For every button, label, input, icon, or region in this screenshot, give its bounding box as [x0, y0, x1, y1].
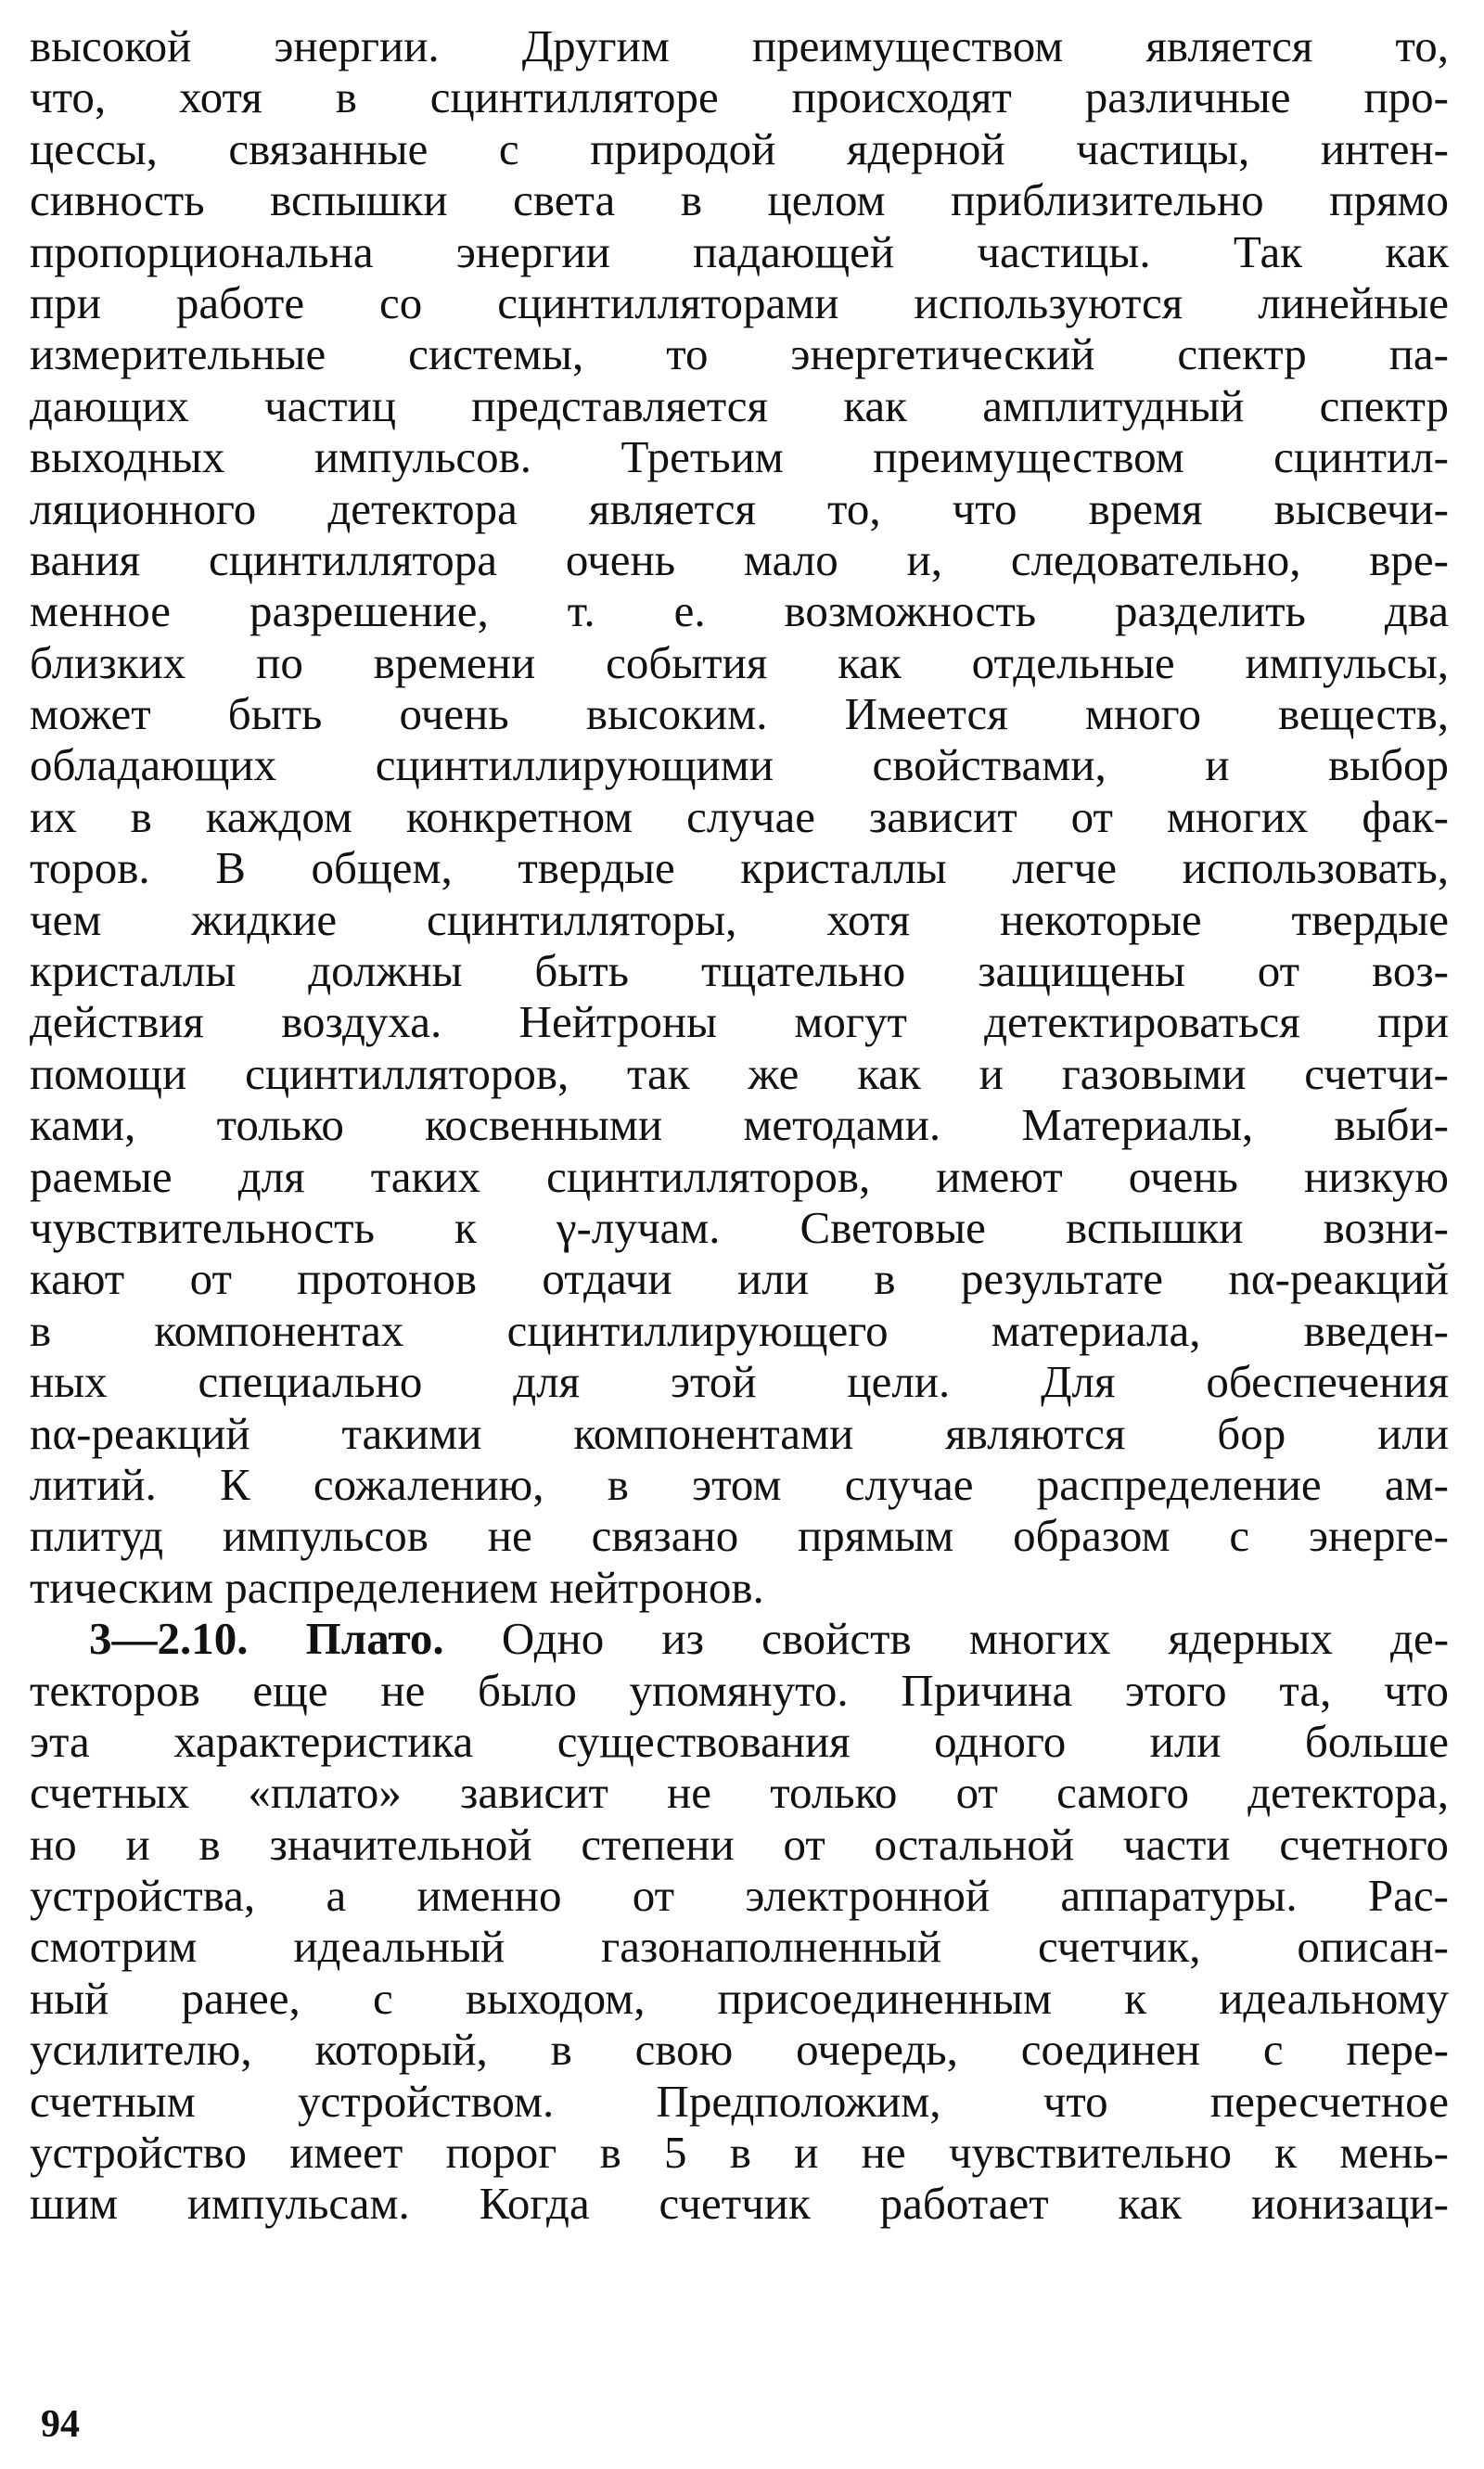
section-heading: 3—2.10. Плато. — [89, 1613, 444, 1665]
text-line: чем жидкие сцинтилляторы, хотя некоторые твердые — [30, 893, 1449, 945]
text-line: высокой энергии. Другим преимуществом является то, — [30, 20, 1449, 71]
text-line: кают от протонов отдачи или в результате nα-реакций — [30, 1253, 1449, 1305]
text-line: смотрим идеальный газонаполненный счетчик, описан- — [30, 1921, 1449, 1973]
text-line: действия воздуха. Нейтроны могут детектироваться при — [30, 996, 1449, 1048]
text-line: может быть очень высоким. Имеется много веществ, — [30, 688, 1449, 740]
text-line: тическим распределением нейтронов. — [30, 1561, 764, 1613]
text-line: шим импульсам. Когда счетчик работает как ионизаци- — [30, 2178, 1449, 2230]
text-line: эта характеристика существования одного или больше — [30, 1715, 1449, 1767]
text-line: устройства, а именно от электронной аппаратуры. Рас- — [30, 1870, 1449, 1922]
text-line: торов. В общем, твердые кристаллы легче использовать, — [30, 842, 1449, 894]
text-line: ками, только косвенными методами. Материалы, выби- — [30, 1099, 1449, 1151]
text-line: при работе со сцинтилляторами используются линейные — [30, 276, 1449, 328]
section-plateau — [30, 1613, 1449, 2230]
page-number: 94 — [41, 2403, 80, 2446]
text-line: близких по времени события как отдельные импульсы, — [30, 636, 1449, 688]
text-line: усилителю, который, в свою очередь, соединен с пере- — [30, 2024, 1449, 2076]
section-first-line — [30, 1613, 1449, 1664]
text-line: выходных импульсов. Третьим преимуществом сцинтил- — [30, 431, 1449, 483]
text-line: плитуд импульсов не связано прямым образом с энерге- — [30, 1510, 1449, 1562]
text-line: пропорциональна энергии падающей частицы. Так как — [30, 225, 1449, 277]
text-line: измерительные системы, то энергетический спектр па- — [30, 328, 1449, 380]
text-line: сивность вспышки света в целом приблизительно прямо — [30, 174, 1449, 226]
text-line: но и в значительной степени от остальной части счетного — [30, 1818, 1449, 1870]
text-line: в компонентах сцинтиллирующего материала, введен- — [30, 1304, 1449, 1356]
text-line: счетных «плато» зависит не только от самого детектора, — [30, 1767, 1449, 1819]
text-line: что, хотя в сцинтилляторе происходят различные про- — [30, 71, 1449, 123]
text-line: ных специально для этой цели. Для обеспечения — [30, 1356, 1449, 1408]
text-line: помощи сцинтилляторов, так же как и газовыми счетчи- — [30, 1047, 1449, 1099]
text-line: обладающих сцинтиллирующими свойствами, и выбор — [30, 739, 1449, 791]
text-line: дающих частиц представляется как амплитудный спектр — [30, 379, 1449, 431]
page-text — [30, 20, 1449, 2230]
text-line: кристаллы должны быть тщательно защищены от воз- — [30, 945, 1449, 997]
text-line: литий. К сожалению, в этом случае распределение ам- — [30, 1458, 1449, 1510]
text-line: вания сцинтиллятора очень мало и, следовательно, вре- — [30, 533, 1449, 585]
text-line: их в каждом конкретном случае зависит от многих фак- — [30, 790, 1449, 842]
text-line: текторов еще не было упомянуто. Причина этого та, что — [30, 1664, 1449, 1716]
text-line: цессы, связанные с природой ядерной частицы, интен- — [30, 122, 1449, 174]
text-line: устройство имеет порог в 5 в и не чувствительно к мень- — [30, 2127, 1449, 2179]
text-line: nα-реакций такими компонентами являются бор или — [30, 1407, 1449, 1459]
text-line: ный ранее, с выходом, присоединенным к идеальному — [30, 1972, 1449, 2024]
text-line: ляционного детектора является то, что время высвечи- — [30, 482, 1449, 534]
section-first-line-text: Одно из свойств многих ядерных де- — [501, 1613, 1450, 1665]
text-line: раемые для таких сцинтилляторов, имеют очень низкую — [30, 1150, 1449, 1202]
text-line: чувствительность к γ-лучам. Световые вспышки возни- — [30, 1201, 1449, 1253]
text-line: менное разрешение, т. е. возможность разделить два — [30, 585, 1449, 637]
text-line: счетным устройством. Предположим, что пересчетное — [30, 2075, 1449, 2127]
paragraph-scintillators — [30, 20, 1449, 1613]
